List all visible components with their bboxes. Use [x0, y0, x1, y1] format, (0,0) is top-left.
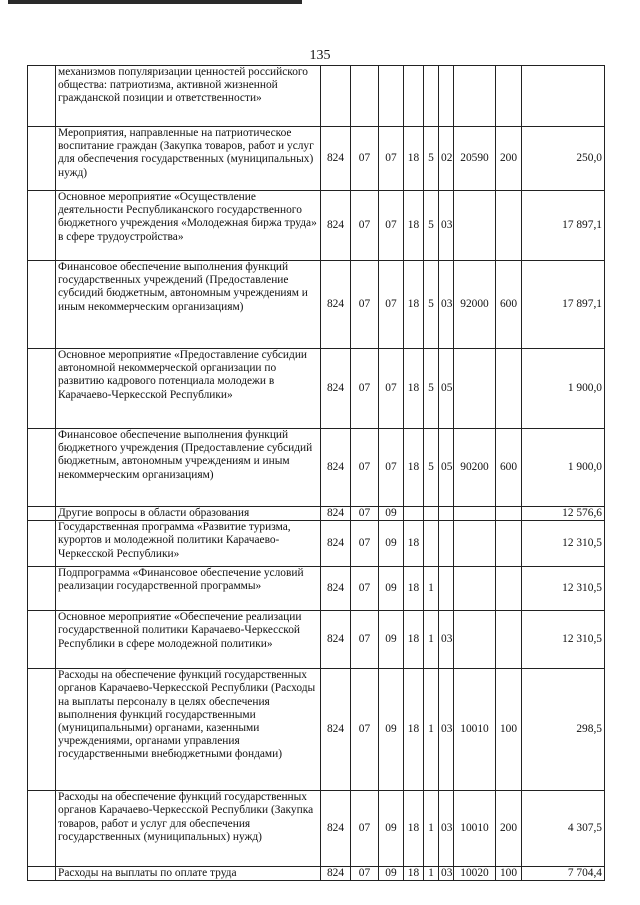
code-p4: 90200 — [454, 429, 496, 507]
code-p4: 20590 — [454, 127, 496, 191]
row-sum: 17 897,1 — [522, 191, 605, 261]
code-p1: 18 — [404, 191, 424, 261]
code-p4: 10010 — [454, 791, 496, 867]
row-number-cell — [28, 127, 56, 191]
table-row — [28, 567, 605, 611]
scan-edge-bar — [8, 0, 302, 4]
code-rz: 07 — [351, 867, 379, 881]
table-row — [28, 261, 605, 349]
code-p2: 1 — [424, 791, 439, 867]
code-p3: 03 — [439, 191, 454, 261]
code-p2: 5 — [424, 127, 439, 191]
code-gr: 824 — [321, 127, 351, 191]
code-p4 — [454, 567, 496, 611]
row-name: Расходы на обеспечение функций государственных органов Карачаево-Черкесской Республики (Закупка товаров, работ и услуг для обеспечения государственных (муниципальных) нужд) — [56, 791, 321, 867]
page-number: 135 — [309, 48, 331, 63]
table-row — [28, 429, 605, 507]
code-vr — [496, 66, 522, 127]
code-p3 — [439, 567, 454, 611]
row-sum: 7 704,4 — [522, 867, 605, 881]
budget-table — [27, 65, 605, 881]
row-number-cell — [28, 791, 56, 867]
row-sum: 250,0 — [522, 127, 605, 191]
row-sum: 4 307,5 — [522, 791, 605, 867]
code-gr: 824 — [321, 191, 351, 261]
code-pr: 09 — [379, 521, 404, 567]
code-p4: 10010 — [454, 669, 496, 791]
code-p3: 03 — [439, 261, 454, 349]
code-p1: 18 — [404, 867, 424, 881]
code-p1: 18 — [404, 669, 424, 791]
row-number-cell — [28, 349, 56, 429]
table-row — [28, 127, 605, 191]
row-number-cell — [28, 191, 56, 261]
code-p2: 1 — [424, 867, 439, 881]
code-p2: 1 — [424, 669, 439, 791]
code-p2 — [424, 507, 439, 521]
table-row — [28, 669, 605, 791]
table-row — [28, 611, 605, 669]
code-rz: 07 — [351, 261, 379, 349]
code-p2: 5 — [424, 429, 439, 507]
code-vr — [496, 349, 522, 429]
code-pr: 07 — [379, 191, 404, 261]
row-number-cell — [28, 521, 56, 567]
table-row — [28, 349, 605, 429]
code-vr: 600 — [496, 429, 522, 507]
code-pr — [379, 66, 404, 127]
row-name: Государственная программа «Развитие туризма, курортов и молодежной политики Карачаево-Черкесской Республики» — [56, 521, 321, 567]
code-p2: 5 — [424, 191, 439, 261]
code-vr — [496, 507, 522, 521]
code-p2: 5 — [424, 349, 439, 429]
code-pr: 09 — [379, 867, 404, 881]
row-sum — [522, 66, 605, 127]
code-p4: 10020 — [454, 867, 496, 881]
code-pr: 07 — [379, 127, 404, 191]
code-rz: 07 — [351, 191, 379, 261]
code-pr: 09 — [379, 669, 404, 791]
row-name: механизмов популяризации ценностей российского общества: патриотизма, активной жизненной гражданской позиции и ответственности» — [56, 66, 321, 127]
code-rz — [351, 66, 379, 127]
code-p4 — [454, 507, 496, 521]
code-p4 — [454, 349, 496, 429]
row-sum: 12 310,5 — [522, 567, 605, 611]
table-body — [28, 66, 605, 881]
row-number-cell — [28, 507, 56, 521]
row-number-cell — [28, 429, 56, 507]
code-p3: 03 — [439, 611, 454, 669]
row-name: Финансовое обеспечение выполнения функций государственных учреждений (Предоставление субсидий бюджетным, автономным учреждениям и иным некоммерческим организациям) — [56, 261, 321, 349]
row-name: Расходы на выплаты по оплате труда — [56, 867, 321, 881]
code-gr: 824 — [321, 867, 351, 881]
row-name: Расходы на обеспечение функций государственных органов Карачаево-Черкесской Республики (Расходы на выплаты персоналу в целях обеспечения выполнения функций государственными (муниципальными) органами, казенными учреждениями, органами управления государственными внебюджетными фондами) — [56, 669, 321, 791]
code-pr: 09 — [379, 567, 404, 611]
code-pr: 09 — [379, 507, 404, 521]
code-vr: 200 — [496, 127, 522, 191]
row-name: Основное мероприятие «Осуществление деятельности Республиканского государственного бюджетного учреждения «Молодежная биржа труда» в сфере трудоустройства» — [56, 191, 321, 261]
code-p1 — [404, 66, 424, 127]
code-gr: 824 — [321, 567, 351, 611]
code-gr: 824 — [321, 429, 351, 507]
code-vr: 200 — [496, 791, 522, 867]
row-sum: 1 900,0 — [522, 349, 605, 429]
code-p1: 18 — [404, 611, 424, 669]
code-gr: 824 — [321, 349, 351, 429]
code-p2: 1 — [424, 567, 439, 611]
code-rz: 07 — [351, 669, 379, 791]
code-gr: 824 — [321, 669, 351, 791]
row-name: Подпрограмма «Финансовое обеспечение условий реализации государственной программы» — [56, 567, 321, 611]
code-p4: 92000 — [454, 261, 496, 349]
row-number-cell — [28, 611, 56, 669]
code-p2 — [424, 521, 439, 567]
code-vr — [496, 611, 522, 669]
code-pr: 07 — [379, 429, 404, 507]
row-name: Основное мероприятие «Обеспечение реализации государственной политики Карачаево-Черкесской Республики в сфере молодежной политики» — [56, 611, 321, 669]
row-sum: 12 576,6 — [522, 507, 605, 521]
code-rz: 07 — [351, 521, 379, 567]
code-p2 — [424, 66, 439, 127]
code-p1: 18 — [404, 521, 424, 567]
code-pr: 07 — [379, 349, 404, 429]
code-gr: 824 — [321, 611, 351, 669]
code-rz: 07 — [351, 611, 379, 669]
row-sum: 17 897,1 — [522, 261, 605, 349]
code-vr — [496, 567, 522, 611]
row-number-cell — [28, 66, 56, 127]
code-rz: 07 — [351, 429, 379, 507]
row-name: Основное мероприятие «Предоставление субсидии автономной некоммерческой организации по развитию кадрового потенциала молодежи в Карачаево-Черкесской Республики» — [56, 349, 321, 429]
code-p1: 18 — [404, 567, 424, 611]
table-row — [28, 66, 605, 127]
code-rz: 07 — [351, 507, 379, 521]
row-number-cell — [28, 567, 56, 611]
code-p3: 03 — [439, 867, 454, 881]
code-p1: 18 — [404, 791, 424, 867]
code-p4 — [454, 191, 496, 261]
code-p3: 03 — [439, 669, 454, 791]
code-p2: 5 — [424, 261, 439, 349]
code-p3: 02 — [439, 127, 454, 191]
code-p1: 18 — [404, 127, 424, 191]
code-rz: 07 — [351, 127, 379, 191]
code-p3: 05 — [439, 349, 454, 429]
table-row — [28, 507, 605, 521]
code-p1 — [404, 507, 424, 521]
row-name: Мероприятия, направленные на патриотическое воспитание граждан (Закупка товаров, работ и услуг для обеспечения государственных (муниципальных) нужд) — [56, 127, 321, 191]
code-pr: 07 — [379, 261, 404, 349]
code-rz: 07 — [351, 349, 379, 429]
code-gr: 824 — [321, 791, 351, 867]
table-row — [28, 191, 605, 261]
code-p4 — [454, 521, 496, 567]
row-name: Финансовое обеспечение выполнения функций бюджетного учреждения (Предоставление субсидий бюджетным, автономным учреждениям и иным некоммерческим организациям) — [56, 429, 321, 507]
code-gr — [321, 66, 351, 127]
row-sum: 298,5 — [522, 669, 605, 791]
row-sum: 1 900,0 — [522, 429, 605, 507]
code-p1: 18 — [404, 261, 424, 349]
code-gr: 824 — [321, 261, 351, 349]
code-vr: 100 — [496, 669, 522, 791]
row-sum: 12 310,5 — [522, 611, 605, 669]
code-vr: 100 — [496, 867, 522, 881]
row-sum: 12 310,5 — [522, 521, 605, 567]
code-vr — [496, 191, 522, 261]
code-pr: 09 — [379, 791, 404, 867]
row-number-cell — [28, 669, 56, 791]
code-p3: 03 — [439, 791, 454, 867]
code-gr: 824 — [321, 507, 351, 521]
code-p1: 18 — [404, 349, 424, 429]
table-row — [28, 521, 605, 567]
code-p1: 18 — [404, 429, 424, 507]
code-p2: 1 — [424, 611, 439, 669]
code-p4 — [454, 66, 496, 127]
code-rz: 07 — [351, 567, 379, 611]
table-row — [28, 791, 605, 867]
code-vr: 600 — [496, 261, 522, 349]
code-vr — [496, 521, 522, 567]
code-p4 — [454, 611, 496, 669]
row-name: Другие вопросы в области образования — [56, 507, 321, 521]
code-p3: 05 — [439, 429, 454, 507]
code-p3 — [439, 507, 454, 521]
table-row — [28, 867, 605, 881]
code-pr: 09 — [379, 611, 404, 669]
row-number-cell — [28, 867, 56, 881]
code-gr: 824 — [321, 521, 351, 567]
code-rz: 07 — [351, 791, 379, 867]
code-p3 — [439, 521, 454, 567]
code-p3 — [439, 66, 454, 127]
row-number-cell — [28, 261, 56, 349]
